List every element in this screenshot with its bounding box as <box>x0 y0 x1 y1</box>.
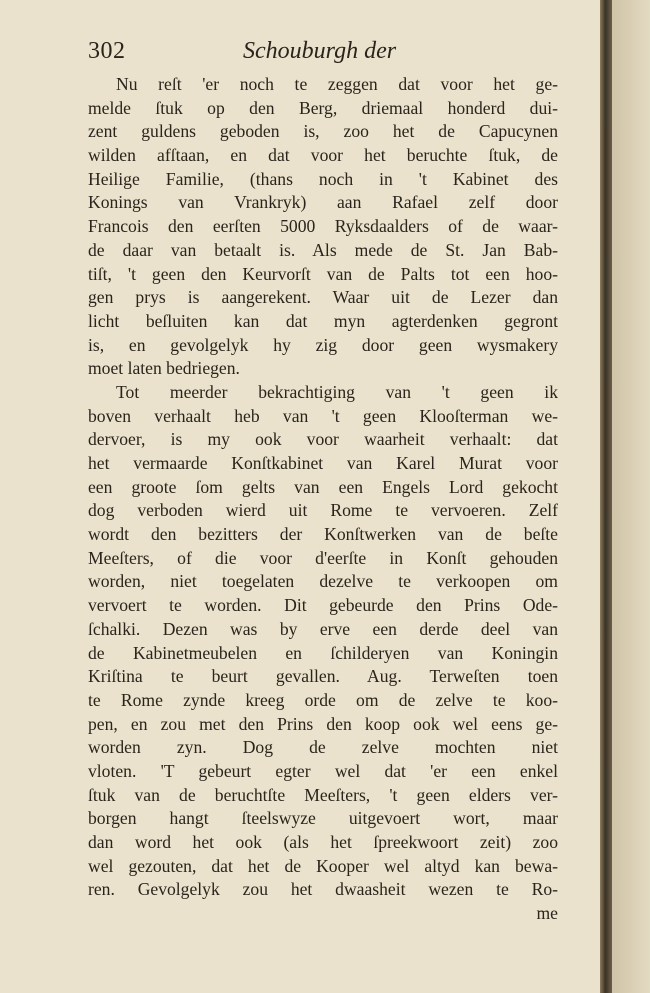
text-line: Tot meerder bekrachtiging van 't geen ik <box>116 381 558 402</box>
page-header <box>88 38 558 70</box>
text-line: te Rome zynde kreeg orde om de zelve te koo- <box>88 689 558 710</box>
text-line: melde ſtuk op den Berg, driemaal honderd dui- <box>88 97 558 118</box>
text-line: het vermaarde Konſtkabinet van Karel Murat voor <box>88 453 558 473</box>
text-line: Meeſters, of die voor d'eerſte in Konſt gehouden <box>88 547 558 568</box>
text-line: de daar van betaalt is. Als mede de St. Jan Bab- <box>88 239 558 260</box>
text-line: Konings van Vrankryk) aan Rafael zelf door <box>88 192 558 213</box>
body-text <box>88 73 558 926</box>
text-line: is, en gevolgelyk hy zig door geen wysmakery <box>88 334 558 355</box>
text-line: gen prys is aangerekent. Waar uit de Lezer dan <box>88 287 558 308</box>
text-line: zent guldens geboden is, zoo het de Capucynen <box>88 121 558 142</box>
text-line: borgen hangt ſteelswyze uitgevoert wort, maar <box>88 808 558 829</box>
text-line: pen, en zou met den Prins den koop ook wel eens ge- <box>88 713 558 734</box>
text-line: dan word het ook (als het ſpreekwoort zeit) zoo <box>88 832 558 852</box>
text-line: een groote ſom gelts van een Engels Lord gekocht <box>88 476 558 497</box>
text-line: worden zyn. Dog de zelve mochten niet <box>88 737 558 758</box>
text-line: dervoer, is my ook voor waarheit verhaalt: dat <box>88 429 558 450</box>
text-line: vloten. 'T gebeurt egter wel dat 'er een enkel <box>88 760 558 781</box>
book-spine <box>600 0 612 993</box>
text-line: licht beſluiten kan dat myn agterdenken gegront <box>88 310 558 331</box>
text-line: de Kabinetmeubelen en ſchilderyen van Koningin <box>88 642 558 663</box>
text-line: me <box>536 903 558 924</box>
text-line: tiſt, 't geen den Keurvorſt van de Palts tot een hoo- <box>88 263 558 284</box>
text-line: ſchalki. Dezen was by erve een derde deel van <box>88 618 558 639</box>
running-head: Schouburgh der <box>243 38 397 64</box>
text-line: ſtuk van de beruchtſte Meeſters, 't geen elders ver- <box>88 784 558 805</box>
text-line: boven verhaalt heb van 't geen Klooſterman we- <box>88 405 558 426</box>
text-line: dog verboden wierd uit Rome te vervoeren. Zelf <box>88 500 558 521</box>
text-line: vervoert te worden. Dit gebeurde den Prins Ode- <box>88 595 558 616</box>
page-number: 302 <box>88 38 126 64</box>
text-line: Nu reſt 'er noch te zeggen dat voor het ge- <box>116 74 558 94</box>
text-line: ren. Gevolgelyk zou het dwaasheit wezen te Ro- <box>88 879 558 900</box>
text-line: Francois den eerſten 5000 Ryksdaalders of de waar- <box>88 216 558 237</box>
text-line: worden, niet toegelaten dezelve te verkoopen om <box>88 571 558 592</box>
text-line: wel gezouten, dat het de Kooper wel altyd kan bewa- <box>88 855 558 876</box>
text-line: Kriſtina te beurt gevallen. Aug. Terweſten toen <box>88 666 558 687</box>
text-line: moet laten bedriegen. <box>88 358 240 379</box>
text-line: wordt den bezitters der Konſtwerken van de beſte <box>88 524 558 545</box>
text-line: wilden afſtaan, en dat voor het beruchte ſtuk, de <box>88 145 558 166</box>
facing-page-edge <box>612 0 650 993</box>
text-line: Heilige Familie, (thans noch in 't Kabinet des <box>88 168 558 189</box>
